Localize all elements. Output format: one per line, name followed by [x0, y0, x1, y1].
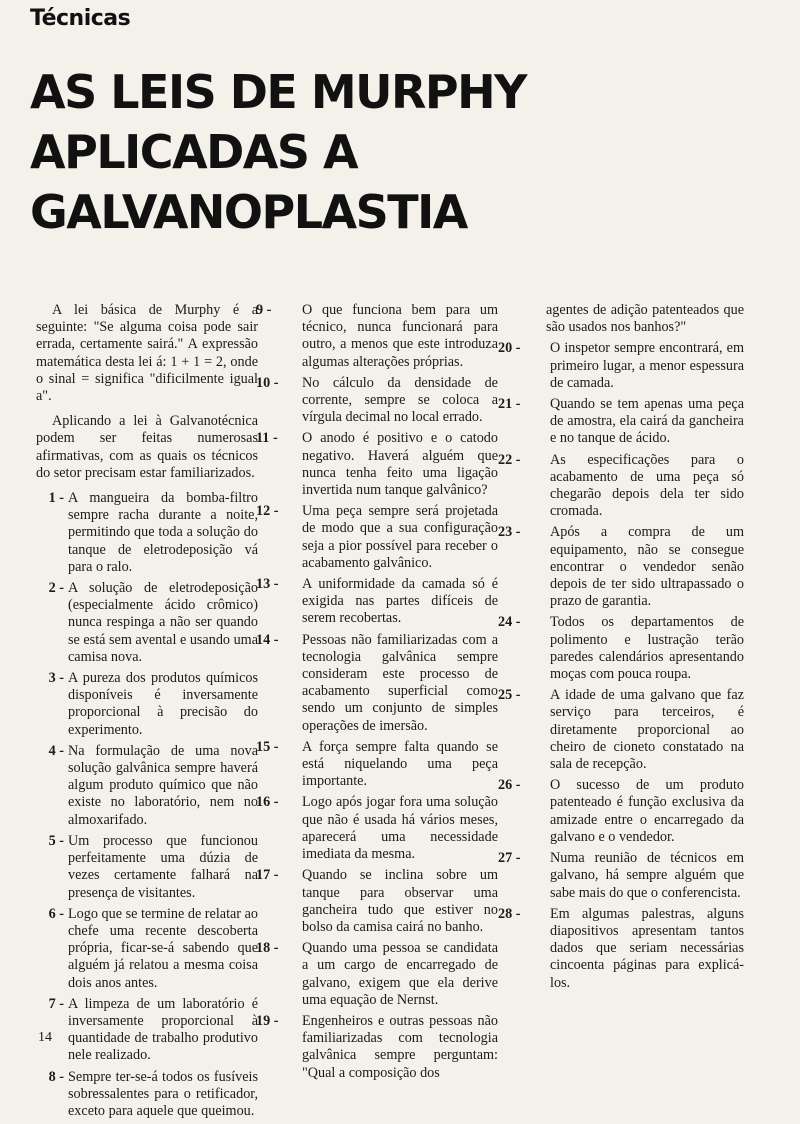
intro-paragraph: Aplicando a lei à Galvanotécnica podem ser feitas numerosas afirmativas, com as quais os técnicos do setor precisam estar familiarizados. [36, 413, 258, 481]
law-number: 13 - [256, 576, 279, 593]
law-number: 25 - [498, 687, 521, 704]
law-text: O que funciona bem para um técnico, nunca funcionará para outro, a menos que este introduza algumas alterações próprias. [302, 302, 498, 370]
intro-paragraph: A lei básica de Murphy é a seguinte: "Se alguma coisa pode sair errada, certamente sairá." A expressão matemática desta lei á: 1 + 1 = 2, onde o sinal = significa "dificilmente igual a". [36, 302, 258, 405]
law-text: O inspetor sempre encontrará, em primeiro lugar, a menor espessura de camada. [550, 340, 744, 391]
law-number: 7 - [48, 995, 64, 1012]
law-item [36, 906, 258, 992]
law-number: 1 - [48, 490, 64, 507]
law-item [36, 490, 258, 576]
law-item [256, 631, 498, 735]
column-2 [256, 302, 498, 1086]
law-item [498, 614, 744, 683]
law-text: A mangueira da bomba-filtro sempre racha durante a noite, permitindo que toda a solução do tanque de eletrodeposição vá para o ralo. [68, 490, 258, 575]
law-item [36, 743, 258, 829]
law-item [256, 794, 498, 863]
law-item [36, 670, 258, 739]
law-number: 24 - [498, 614, 521, 631]
law-number: 26 - [498, 777, 521, 794]
law-number: 9 - [256, 302, 272, 318]
law-item [498, 524, 744, 610]
law-text-continued [546, 302, 744, 336]
law-text: A pureza dos produtos químicos disponíveis é inversamente proporcional à precisão do experimento. [68, 670, 258, 738]
law-number: 12 - [256, 503, 279, 520]
law-text: A limpeza de um laboratório é inversamente proporcional à quantidade de trabalho produtivo nele realizado. [68, 995, 258, 1064]
law-text: Quando se tem apenas uma peça de amostra, ela cairá da gancheira e no tanque de ácido. [550, 396, 744, 447]
law-number: 21 - [498, 396, 521, 413]
law-item [256, 503, 498, 572]
law-text: Todos os departamentos de polimento e lustração terão paredes calendários apresentando moças com pouca roupa. [550, 614, 744, 683]
law-item [498, 340, 744, 392]
law-item [36, 580, 258, 666]
law-text: Logo que se termine de relatar ao chefe uma recente descoberta própria, ficar-se-á sabendo que alguém já relatou a mesma coisa dois anos antes. [68, 905, 258, 991]
law-item [36, 996, 258, 1065]
law-number: 10 - [256, 374, 279, 391]
law-item [256, 738, 498, 791]
law-text: A força sempre falta quando se está niquelando uma peça importante. [302, 738, 498, 790]
law-text: Pessoas não familiarizadas com a tecnologia galvânica sempre consideram este processo de acabamento superficial como sendo um conjunto de simples operações de imersão. [302, 631, 498, 734]
law-text: A idade de uma galvano que faz serviço para terceiros, é diretamente proporcional ao cheiro de cioneto constatado na sala de recepção. [550, 687, 744, 773]
law-number: 2 - [48, 580, 64, 597]
law-number: 4 - [48, 742, 64, 759]
law-item [256, 576, 498, 628]
law-number: 16 - [256, 794, 279, 811]
law-number: 17 - [256, 867, 279, 884]
law-text: As especificações para o acabamento de uma peça só chegarão depois dela ter sido cromada. [550, 451, 744, 520]
law-text: Engenheiros e outras pessoas não familiarizadas com tecnologia galvânica sempre perguntam: "Qual a composição dos [302, 1012, 498, 1081]
law-item [36, 833, 258, 902]
law-number: 8 - [48, 1068, 64, 1085]
section-label: Técnicas [30, 6, 131, 31]
law-number: 19 - [256, 1012, 279, 1029]
law-number: 6 - [48, 905, 64, 922]
law-number: 11 - [256, 430, 278, 447]
law-item [256, 867, 498, 936]
law-number: 14 - [256, 631, 279, 648]
law-text: Quando se inclina sobre um tanque para observar uma gancheira tudo que estiver no bolso da camisa cairá no banho. [302, 867, 498, 935]
law-item [256, 1012, 498, 1082]
column-1 [36, 302, 258, 1124]
law-item [256, 430, 498, 499]
law-text: Sempre ter-se-á todos os fusíveis sobressalentes para o retificador, exceto para aquele que queimou. [68, 1068, 258, 1119]
law-text: A uniformidade da camada só é exigida nas partes difíceis de serem recobertas. [302, 576, 498, 627]
law-item [498, 777, 744, 846]
law-number: 15 - [256, 738, 279, 755]
law-text: Logo após jogar fora uma solução que não é usada há vários meses, aparecerá uma necessidade imediata da mesma. [302, 794, 498, 863]
law-item [498, 905, 744, 992]
article-title: AS LEIS DE MURPHY APLICADAS A GALVANOPLASTIA [30, 65, 526, 239]
law-item [498, 850, 744, 902]
law-item [498, 687, 744, 773]
page-number: 14 [38, 1030, 52, 1045]
law-number: 3 - [48, 670, 64, 687]
law-item [36, 1069, 258, 1121]
law-number: 28 - [498, 905, 521, 922]
law-number: 23 - [498, 524, 521, 541]
law-text: Na formulação de uma nova solução galvânica sempre haverá algum produto químico que não existe no laboratório, nem no almoxarifado. [68, 742, 258, 828]
law-text: Uma peça sempre será projetada de modo que a sua configuração seja a pior possível para receber o acabamento galvânico. [302, 503, 498, 571]
law-item [256, 302, 498, 371]
law-item [256, 374, 498, 427]
law-number: 20 - [498, 340, 521, 357]
law-text: O anodo é positivo e o catodo negativo. Haverá alguém que nunca tenha feito uma ligação invertida num tanque galvânico? [302, 430, 498, 499]
law-number: 18 - [256, 940, 279, 957]
law-text: Numa reunião de técnicos em galvano, há sempre alguém que sabe mais do que o conferencista. [550, 850, 744, 901]
law-item [498, 396, 744, 448]
law-number: 5 - [48, 832, 64, 849]
law-text: Em algumas palestras, alguns diapositivos apresentam tantos dados que seriam necessárias cincoenta páginas para explicá-los. [550, 905, 744, 991]
law-number: 22 - [498, 451, 521, 468]
law-item [498, 451, 744, 521]
column-3 [498, 302, 744, 996]
law-text: agentes de adição patenteados que são usados nos banhos?" [546, 302, 744, 336]
law-item [256, 940, 498, 1009]
law-text: O sucesso de um produto patenteado é função exclusiva da amizade entre o encarregado da galvano e o vendedor. [550, 777, 744, 845]
law-number: 27 - [498, 850, 521, 867]
law-text: Quando uma pessoa se candidata a um cargo de encarregado de galvano, exigem que ela derive uma equação de Nernst. [302, 940, 498, 1008]
law-text: Após a compra de um equipamento, não se consegue encontrar o vendedor senão depois de ter sido ultrapassado o prazo de garantia. [550, 524, 744, 610]
law-text: No cálculo da densidade de corrente, sempre se coloca a vírgula decimal no local errado. [302, 374, 498, 426]
law-text: Um processo que funcionou perfeitamente uma dúzia de vezes certamente falhará na presença de visitantes. [68, 832, 258, 901]
law-text: A solução de eletrodeposição (especialmente ácido crômico) nunca respinga a não ser quando se está sem avental e usando uma camisa nova. [68, 580, 258, 665]
